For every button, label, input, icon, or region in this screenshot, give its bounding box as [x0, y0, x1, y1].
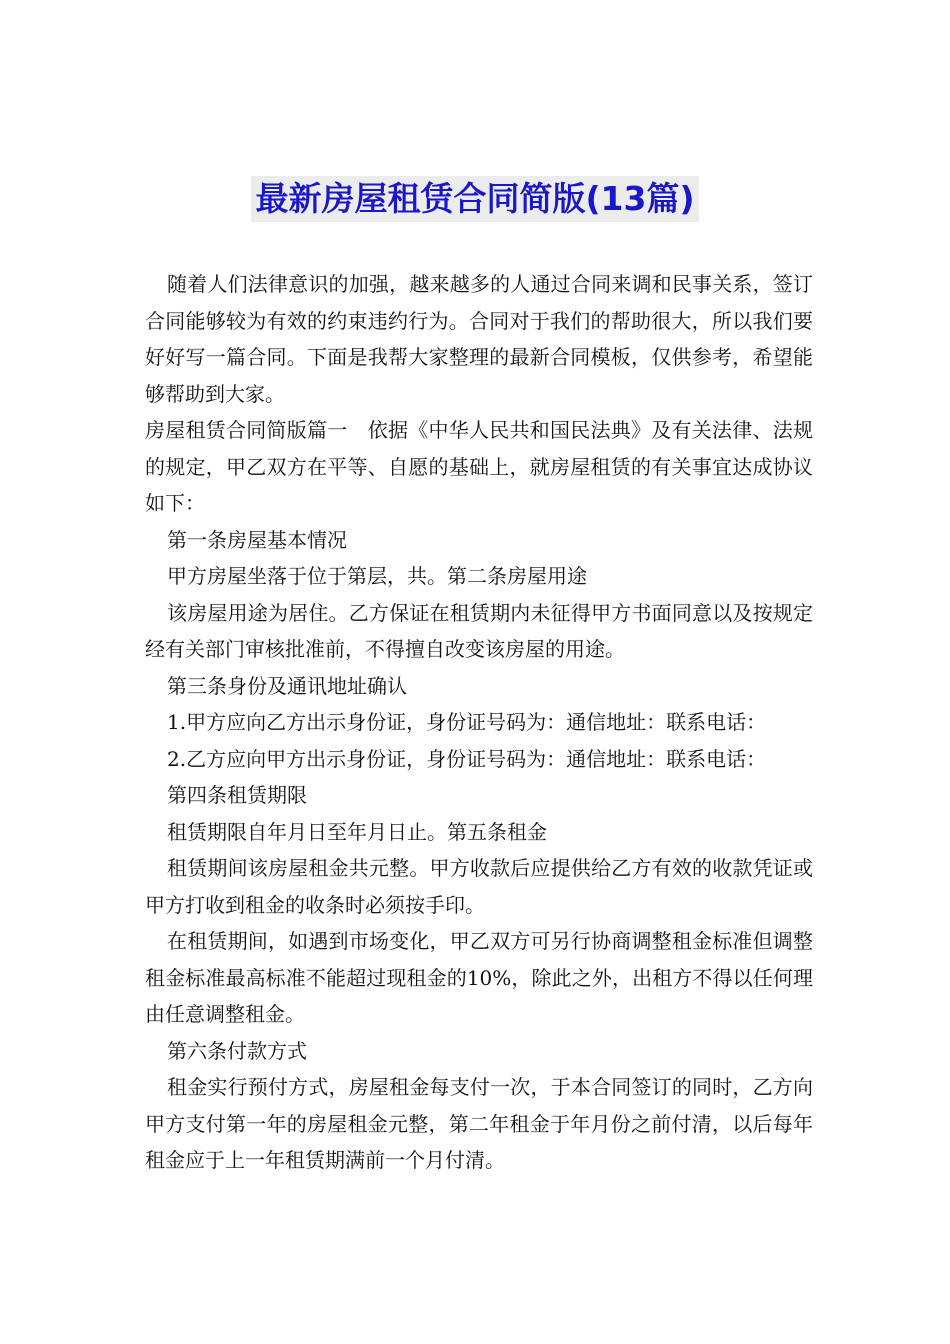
- paragraph: 第六条付款方式: [167, 1038, 307, 1063]
- paragraph: 1.甲方应向乙方出示身份证，身份证号码为：通信地址：联系电话：: [167, 710, 767, 734]
- paragraph: 在租赁期间，如遇到市场变化，甲乙双方可另行协商调整租金标准但调整租金标准最高标准不能超过现租金的10%，除此之外，出租方不得以任何理由任意调整租金。: [145, 929, 813, 1026]
- paragraph: 第一条房屋基本情况: [167, 527, 347, 552]
- paragraph: 租金实行预付方式，房屋租金每支付一次，于本合同签订的同时，乙方向甲方支付第一年的房屋租金元整，第二年租金于年月份之前付清，以后每年租金应于上一年租赁期满前一个月付清。: [145, 1075, 813, 1172]
- paragraph: 甲方房屋坐落于位于第层，共。第二条房屋用途: [167, 564, 587, 588]
- paragraph: 租赁期间该房屋租金共元整。甲方收款后应提供给乙方有效的收款凭证或甲方打收到租金的收条时必须按手印。: [145, 856, 813, 917]
- paragraph: 租赁期限自年月日至年月日止。第五条租金: [167, 819, 547, 844]
- paragraph: 第四条租赁期限: [167, 783, 307, 807]
- paragraph: 2.乙方应向甲方出示身份证，身份证号码为：通信地址：联系电话：: [167, 746, 767, 771]
- paragraph: 随着人们法律意识的加强，越来越多的人通过合同来调和民事关系，签订合同能够较为有效的约束违约行为。合同对于我们的帮助很大，所以我们要好好写一篇合同。下面是我帮大家整理的最新合同模板，仅供参考，希望能够帮助到大家。: [145, 272, 813, 406]
- paragraph: 该房屋用途为居住。乙方保证在租赁期内未征得甲方书面同意以及按规定经有关部门审核批准前，不得擅自改变该房屋的用途。: [145, 600, 813, 661]
- paragraph: 第三条身份及通讯地址确认: [167, 673, 407, 698]
- title-container: [0, 176, 950, 222]
- document-title: 最新房屋租赁合同简版(13篇): [251, 176, 698, 222]
- paragraph: 房屋租赁合同简版篇一 依据《中华人民共和国民法典》及有关法律、法规的规定，甲乙双方在平等、自愿的基础上，就房屋租赁的有关事宜达成协议如下：: [145, 418, 813, 515]
- document-body: [145, 266, 813, 1179]
